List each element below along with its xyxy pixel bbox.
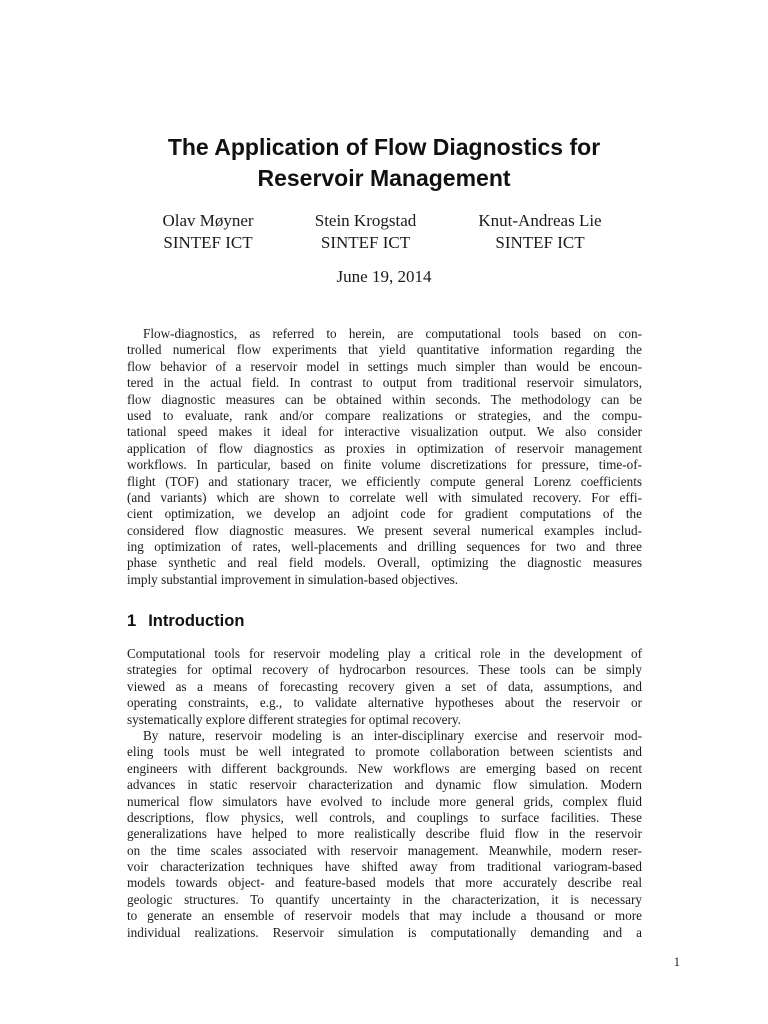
author-name: Stein Krogstad	[314, 211, 417, 230]
intro-line: engineers with different backgrounds. New workflows are emerging based on recent	[127, 760, 642, 776]
abstract-line: flow diagnostic measures can be obtained within seconds. The methodology can be	[127, 391, 642, 407]
introduction-text	[127, 646, 642, 941]
abstract-line: (and variants) which are shown to correlate well with simulated recovery. For effi-	[127, 489, 642, 505]
abstract-line: flight (TOF) and stationary tracer, we efficiently compute general Lorenz coefficients	[127, 473, 642, 489]
intro-line: By nature, reservoir modeling is an inter-disciplinary exercise and reservoir mod-	[143, 727, 642, 743]
abstract-line: phase synthetic and real field models. Overall, optimizing the diagnostic measures	[127, 555, 642, 571]
page-number: 1	[673, 955, 680, 969]
abstract-line: tational speed makes it ideal for interactive visualization output. We also consider	[127, 424, 642, 440]
intro-line: individual realizations. Reservoir simulation is computationally demanding and a	[127, 924, 642, 940]
intro-line: geologic structures. To quantify uncertainty in the characterization, it is necessary	[127, 891, 642, 907]
intro-line: Computational tools for reservoir modeling play a critical role in the development of	[127, 646, 642, 661]
author-affiliation: SINTEF ICT	[320, 233, 411, 252]
intro-line: descriptions, flow physics, well controls, and couplings to surface facilities. These	[127, 809, 642, 825]
intro-line: eling tools must be well integrated to promote collaboration between scientists and	[127, 744, 642, 760]
intro-line: numerical flow simulators have evolved to include more general grids, complex fluid	[127, 793, 642, 809]
abstract-line: imply substantial improvement in simulation-based objectives.	[127, 571, 459, 587]
intro-line: advances in static reservoir characterization and dynamic flow simulation. Modern	[127, 777, 642, 793]
abstract-line: considered flow diagnostic measures. We present several numerical examples includ-	[127, 522, 642, 538]
title-line: Reservoir Management	[257, 165, 511, 191]
intro-line: models towards object- and feature-based models that more accurately describe real	[127, 875, 642, 891]
author-name: Knut-Andreas Lie	[478, 211, 602, 230]
intro-line: strategies for optimal recovery of hydrocarbon resources. These tools can be simply	[127, 662, 642, 678]
abstract-line: trolled numerical flow experiments that yield quantitative information regarding the	[127, 342, 642, 358]
section-title: Introduction	[148, 612, 245, 630]
section-heading	[127, 610, 244, 632]
abstract-line: application of flow diagnostics as proxies in optimization of reservoir management	[127, 440, 642, 456]
abstract-line: ing optimization of rates, well-placements and drilling sequences for two and three	[127, 539, 642, 555]
abstract-line: flow behavior of a reservoir model in settings much simpler than would be encoun-	[127, 358, 642, 374]
author-name: Olav Møyner	[162, 211, 254, 230]
intro-line: generalizations have helped to more realistically describe fluid flow in the reservoir	[127, 826, 642, 842]
abstract-line: Flow-diagnostics, as referred to herein, are computational tools based on con-	[143, 326, 642, 341]
paper-title	[0, 132, 768, 194]
author-block	[455, 210, 625, 254]
title-line: The Application of Flow Diagnostics for	[167, 134, 601, 160]
abstract-line: cient optimization, we develop an adjoint code for gradient computations of the	[127, 506, 642, 522]
intro-line: to generate an ensemble of reservoir models that may include a thousand or more	[127, 908, 642, 924]
abstract	[127, 326, 642, 588]
abstract-line: used to evaluate, rank and/or compare realizations or strategies, and the compu-	[127, 407, 642, 423]
abstract-line: tered in the actual field. In contrast to output from traditional reservoir simulators,	[127, 375, 642, 391]
abstract-line: workflows. In particular, based on finite volume discretizations for pressure, time-of-	[127, 457, 642, 473]
intro-line: systematically explore different strategies for optimal recovery.	[127, 711, 461, 727]
intro-line: operating constraints, e.g., to validate alternative hypotheses about the reservoir or	[127, 695, 642, 711]
intro-line: viewed as a means of forecasting recovery given a set of data, assumptions, and	[127, 678, 642, 694]
author-affiliation: SINTEF ICT	[495, 233, 585, 252]
intro-line: on the time scales associated with reservoir management. Meanwhile, modern reser-	[127, 842, 642, 858]
intro-line: voir characterization techniques have shifted away from traditional variogram-based	[127, 859, 642, 875]
author-block	[298, 210, 433, 254]
section-number: 1	[127, 612, 137, 630]
paper-date: June 19, 2014	[336, 267, 432, 286]
author-affiliation: SINTEF ICT	[163, 233, 253, 252]
author-block	[143, 210, 273, 254]
